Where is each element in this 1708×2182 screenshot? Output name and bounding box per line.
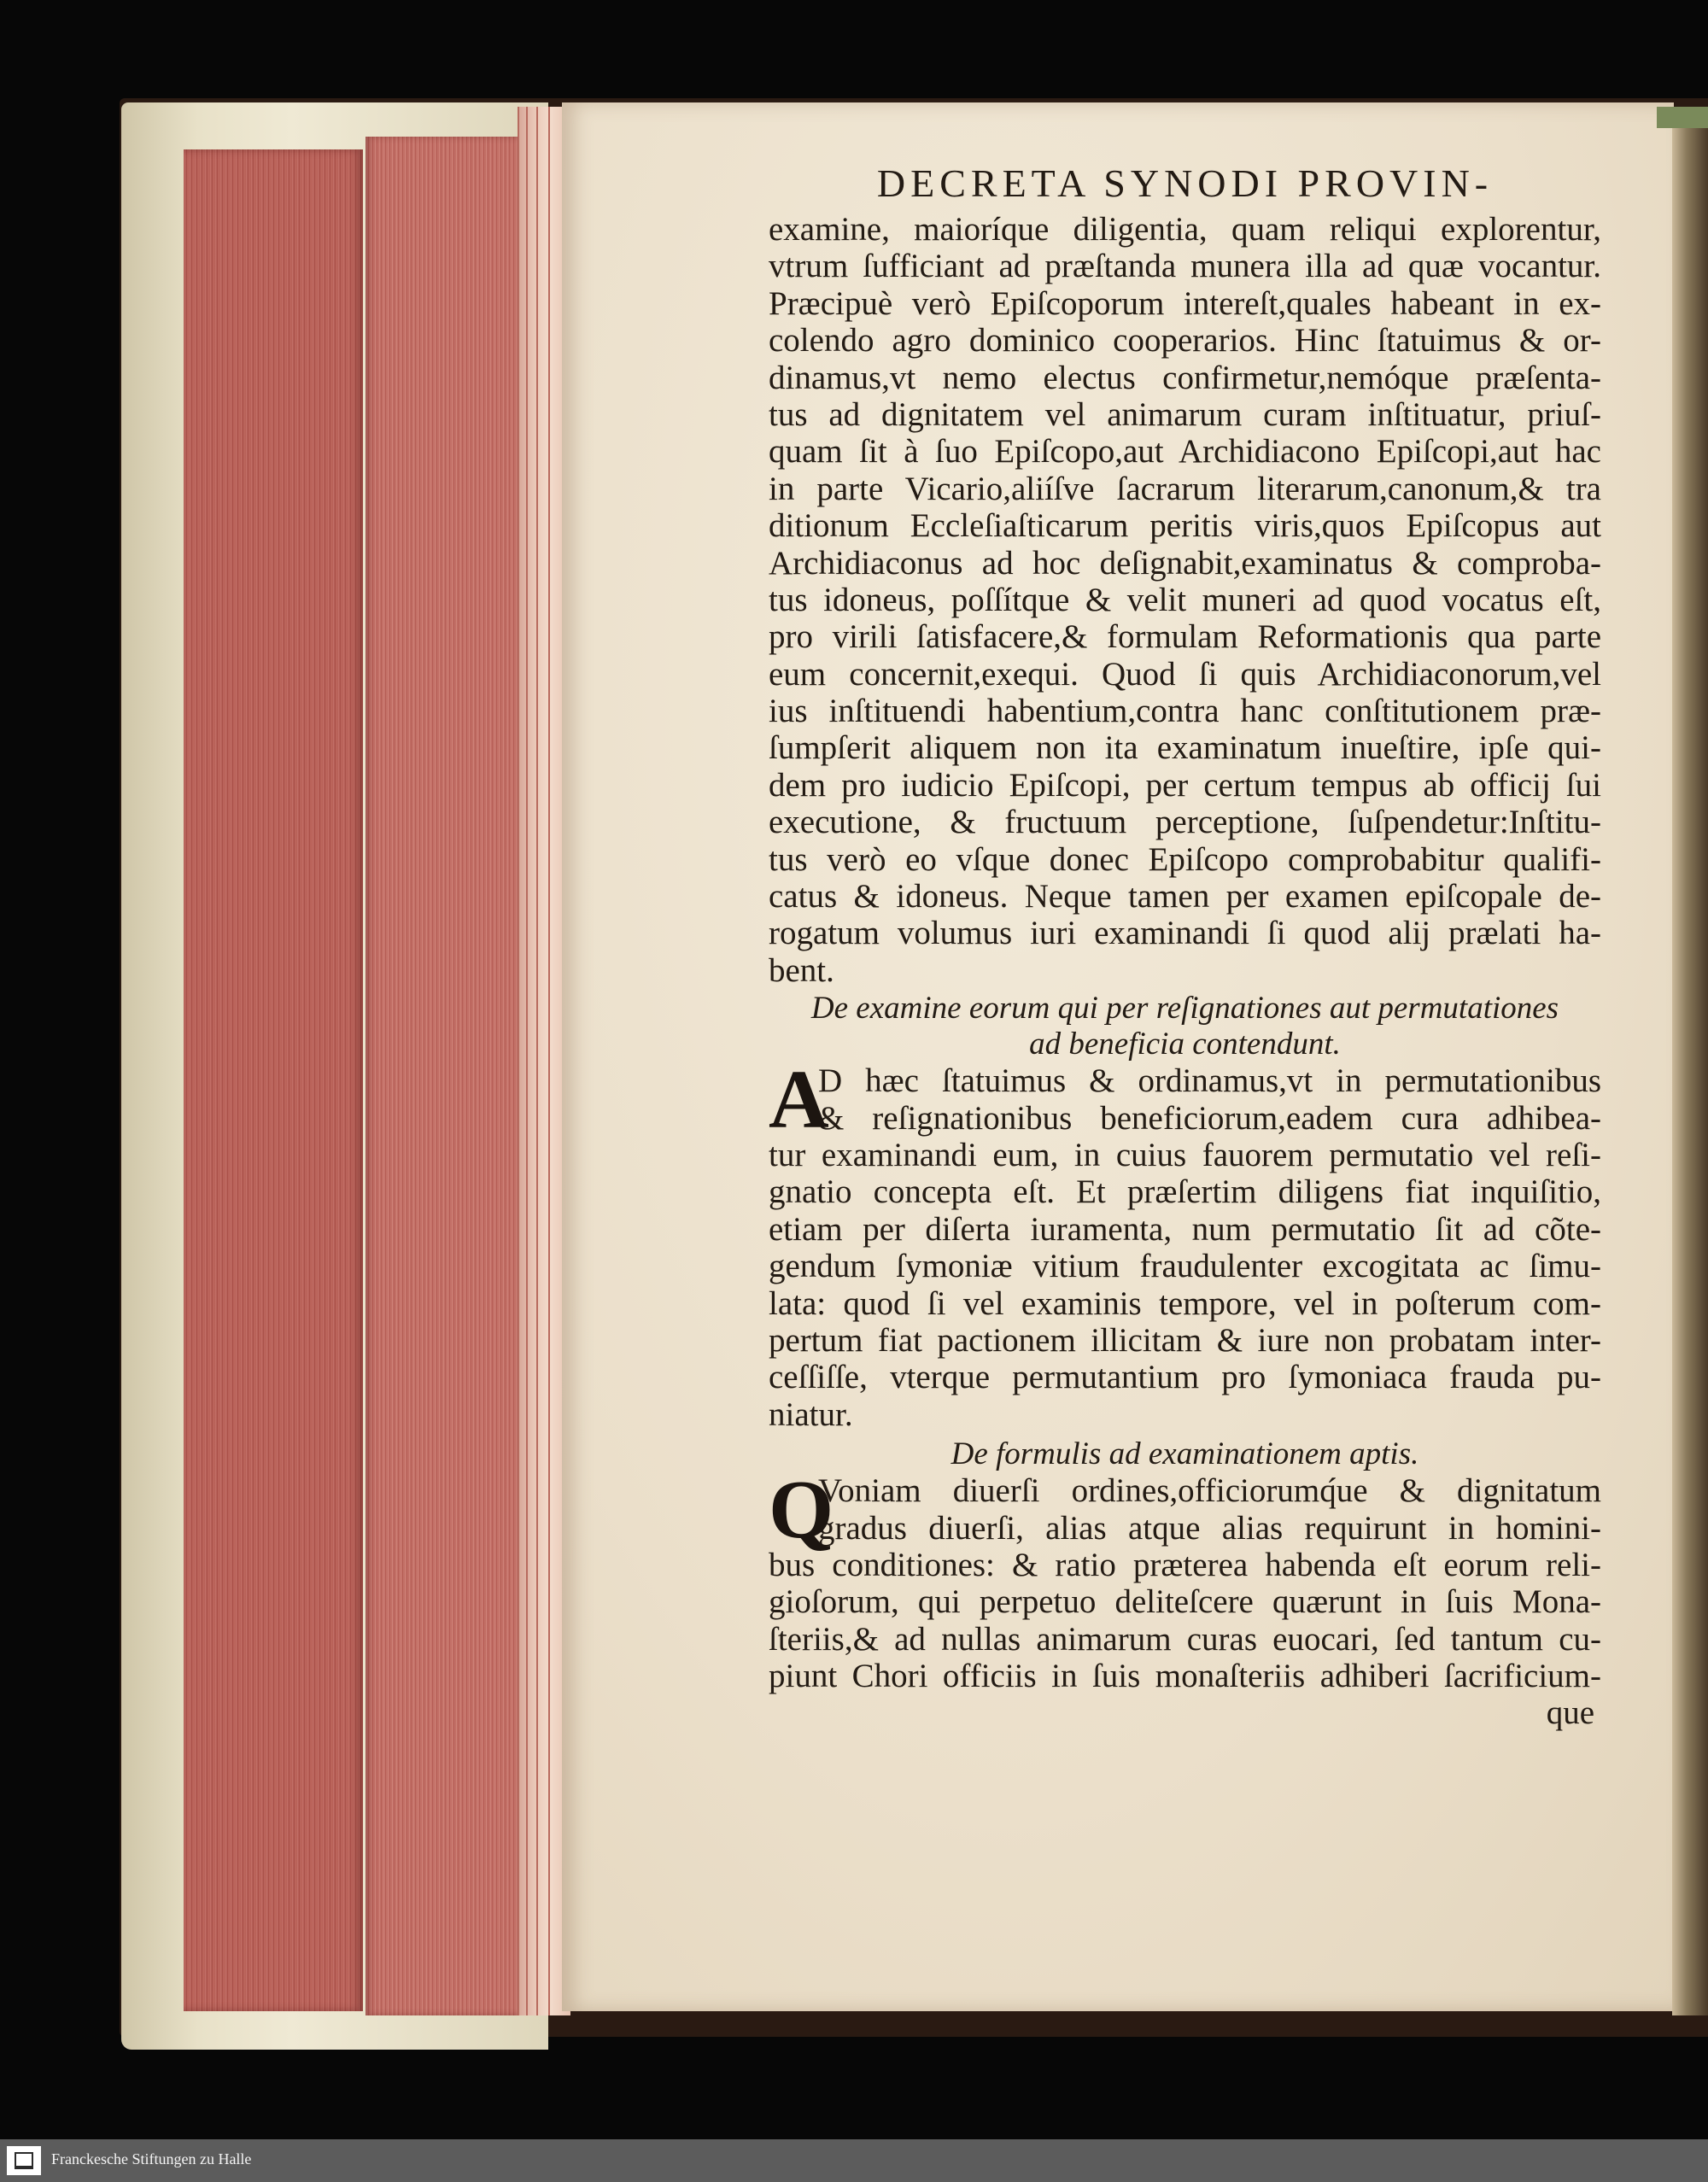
text-line: tus idoneus, poſſítque & velit muneri ad quod vocatus eſt, <box>769 581 1601 618</box>
text-line: colendo agro dominico cooperarios. Hinc ſtatuimus & or- <box>769 322 1601 360</box>
paragraph-3 <box>769 1464 1601 1695</box>
paragraph-3-rest <box>769 1547 1601 1695</box>
text-line: executione, & fructuum perceptione, ſuſpendetur:Inſtitu- <box>769 804 1601 841</box>
section-heading-1-line-1: De examine eorum qui per reſignationes aut permutationes <box>810 991 1559 1027</box>
paragraph-3-first-lines <box>769 1464 1601 1557</box>
text-line: catus & idoneus. Neque tamen per examen epiſcopale de- <box>769 878 1601 916</box>
text-line: & reſignationibus beneficiorum,eadem cura adhibea- <box>818 1099 1601 1137</box>
text-line: gendum ſymoniæ vitium fraudulenter excogitata ac ſimu- <box>769 1248 1601 1285</box>
text-line: Archidiaconus ad hoc deſignabit,examinatus & comproba- <box>769 544 1601 582</box>
paragraph-2-first-lines <box>769 1054 1601 1147</box>
footer-bar <box>0 2139 1708 2182</box>
paragraph-2 <box>769 1054 1601 1433</box>
ribbon-band <box>1657 107 1708 128</box>
text-line: piunt Chori officiis in ſuis monaſteriis adhiberi ſacrificium- <box>769 1658 1601 1695</box>
text-line: dem pro iudicio Epiſcopi, per certum tempus ab officij ſui <box>769 766 1601 804</box>
initial-letter-a: A <box>769 1054 829 1147</box>
text-line: eum concernit,exequi. Quod ſi quis Archidiaconorum,vel <box>769 655 1601 693</box>
text-line: gnatio concepta eſt. Et præſertim diligens fiat inquiſitio, <box>769 1173 1601 1211</box>
text-line: D hæc ſtatuimus & ordinamus,vt in permutationibus <box>818 1062 1601 1100</box>
text-line: ſumpſerit aliquem non ita examinatum inueſtire, ipſe qui- <box>769 729 1601 767</box>
page-text <box>769 158 1601 1731</box>
text-line: bus conditiones: & ratio præterea habenda eſt eorum reli- <box>769 1546 1601 1583</box>
running-head: DECRETA SYNODI PROVIN- <box>876 161 1494 205</box>
text-line: ſteriis,& ad nullas animarum curas euocari, ſed tantum cu- <box>769 1620 1601 1658</box>
text-line: ceſſiſſe, vterque permutantium pro ſymoniaca frauda pu- <box>769 1359 1601 1396</box>
text-line: gradus diuerſi, alias atque alias requirunt in homini- <box>818 1509 1601 1547</box>
text-line: tus verò eo vſque donec Epiſcopo comprobabitur qualifi- <box>769 840 1601 878</box>
text-line: vtrum ſufficiant ad præſtanda munera illa ad quæ vocantur. <box>769 248 1601 285</box>
text-line: niatur. <box>769 1395 853 1433</box>
initial-letter-q: Q <box>769 1464 834 1557</box>
foundation-logo-icon <box>7 2146 41 2175</box>
text-line: bent. <box>769 951 834 989</box>
text-line: dinamus,vt nemo electus confirmetur,nemóque præſenta- <box>769 359 1601 396</box>
text-line: etiam per diſerta iuramenta, num permutatio ſit ad cõte- <box>769 1210 1601 1248</box>
text-line: Voniam diuerſi ordines,officiorumq́ue & dignitatum <box>818 1472 1601 1510</box>
text-line: pro virili ſatisfacere,& formulam Reformationis qua parte <box>769 618 1601 656</box>
page-edges-left <box>184 149 363 2011</box>
text-line: Præcipuè verò Epiſcoporum intereſt,quales habeant in ex- <box>769 284 1601 322</box>
text-line: ditionum Eccleſiaſticarum peritis viris,quos Epiſcopus aut <box>769 507 1601 545</box>
text-line: rogatum volumus iuri examinandi ſi quod alij prælati ha- <box>769 915 1601 952</box>
text-line: lata: quod ſi vel examinis tempore, vel in poſterum com- <box>769 1284 1601 1322</box>
text-line: gioſorum, qui perpetuo deliteſcere quærunt in ſuis Mona- <box>769 1583 1601 1621</box>
page-right-edge <box>1672 115 1708 2015</box>
text-line: pertum fiat pactionem illicitam & iure non probatam inter- <box>769 1321 1601 1359</box>
text-line: quam ſit à ſuo Epiſcopo,aut Archidiacono Epiſcopi,aut hac <box>769 433 1601 471</box>
text-line: tus ad dignitatem vel animarum curam inſtituatur, priuſ- <box>769 395 1601 433</box>
paragraph-2-rest <box>769 1137 1601 1433</box>
text-block-1 <box>769 211 1601 989</box>
section-heading-1-line-2: ad beneficia contendunt. <box>1029 1027 1341 1062</box>
text-line: in parte Vicario,aliíſve ſacrarum literarum,canonum,& tra <box>769 470 1601 507</box>
text-line: tur examinandi eum, in cuius fauorem permutatio vel reſi- <box>769 1136 1601 1173</box>
catchword: que <box>1546 1694 1594 1732</box>
section-heading-2: De formulis ad examinationem aptis. <box>951 1436 1419 1472</box>
text-line: examine, maioríque diligentia, quam reliqui explorentur, <box>769 211 1601 248</box>
page-edges-middle <box>366 137 519 2015</box>
footer-caption: Franckesche Stiftungen zu Halle <box>51 2150 252 2167</box>
text-line: ius inſtituendi habentium,contra hanc conſtitutionem præ- <box>769 693 1601 730</box>
